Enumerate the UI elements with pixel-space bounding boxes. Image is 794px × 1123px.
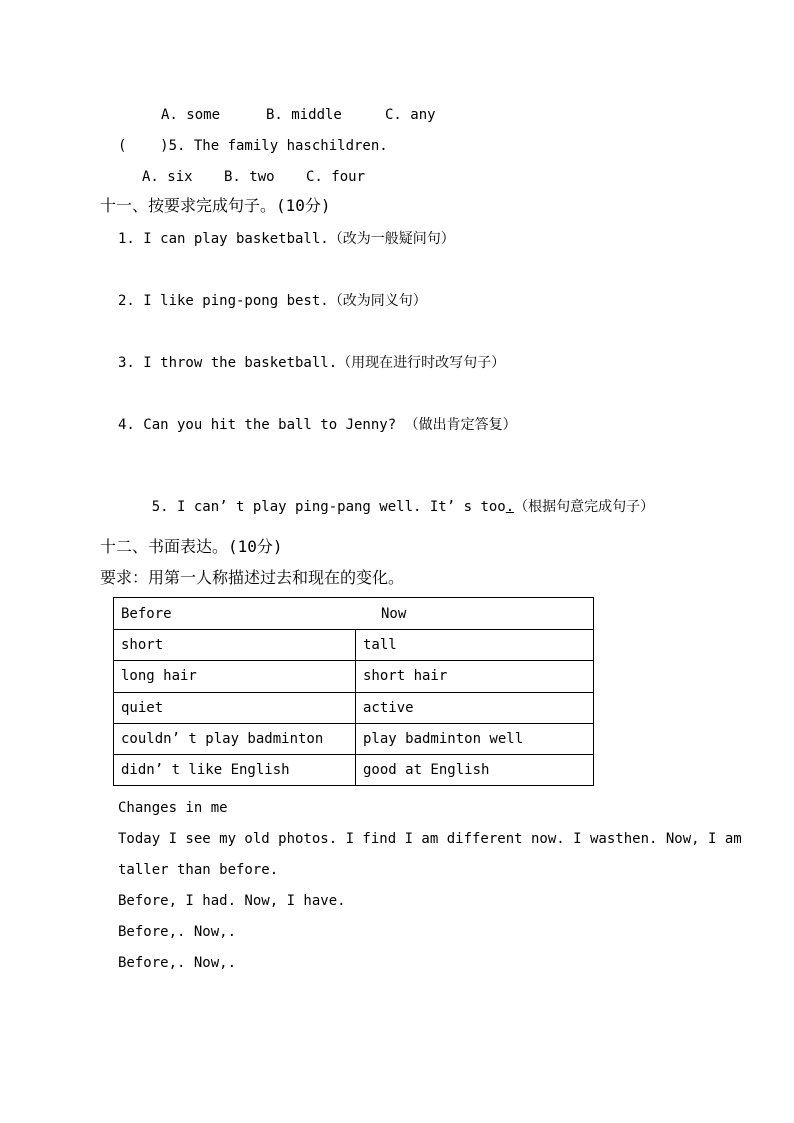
before-now-table xyxy=(113,597,594,786)
table-cell-before: couldn’ t play badminton xyxy=(114,723,355,754)
question-5-text: ( )5. The family haschildren. xyxy=(118,138,388,154)
section-11-item-3: 3. I throw the basketball.（用现在进行时改写句子） xyxy=(118,355,506,371)
item-5-fill-blank: . xyxy=(505,499,515,515)
option-two: B. two xyxy=(224,169,275,185)
option-middle: B. middle xyxy=(266,107,342,123)
section-11-item-4: 4. Can you hit the ball to Jenny? （做出肯定答复） xyxy=(118,417,517,433)
table-cell-before: short xyxy=(114,629,355,660)
section-11-item-5 xyxy=(118,477,654,537)
table-cell-now: short hair xyxy=(355,660,593,691)
table-cell-before: didn’ t like English xyxy=(114,754,355,785)
table-cell-now: play badminton well xyxy=(355,723,593,754)
table-header-now: Now xyxy=(381,605,407,622)
section-12-requirement: 要求：用第一人称描述过去和现在的变化。 xyxy=(100,568,405,587)
table-header-row xyxy=(114,598,593,629)
option-some: A. some xyxy=(161,107,221,123)
section-11-item-2: 2. I like ping-pong best.（改为同义句） xyxy=(118,293,427,309)
essay-line-2: taller than before. xyxy=(118,862,279,878)
table-cell-now: tall xyxy=(355,629,593,660)
essay-line-4: Before,. Now,. xyxy=(118,924,237,940)
table-cell-before: long hair xyxy=(114,660,355,691)
essay-title: Changes in me xyxy=(118,800,228,816)
essay-line-5: Before,. Now,. xyxy=(118,955,237,971)
essay-line-3: Before, I had. Now, I have. xyxy=(118,893,346,909)
table-cell-now: good at English xyxy=(355,754,593,785)
item-5-instruction: （根据句意完成句子） xyxy=(514,499,655,515)
section-11-heading: 十一、按要求完成句子。(10分) xyxy=(100,196,331,215)
option-four: C. four xyxy=(306,169,366,185)
item-5-sentence: 5. I can’ t play ping-pang well. It’ s too xyxy=(151,499,506,515)
option-six: A. six xyxy=(142,169,193,185)
essay-line-1: Today I see my old photos. I find I am different now. I wasthen. Now, I am xyxy=(118,831,742,847)
table-cell-before: quiet xyxy=(114,692,355,723)
section-12-heading: 十二、书面表达。(10分) xyxy=(100,537,283,556)
table-cell-now: active xyxy=(355,692,593,723)
option-any: C. any xyxy=(385,107,436,123)
table-header-before: Before xyxy=(121,605,172,622)
section-11-item-1: 1. I can play basketball.（改为一般疑问句） xyxy=(118,231,455,247)
